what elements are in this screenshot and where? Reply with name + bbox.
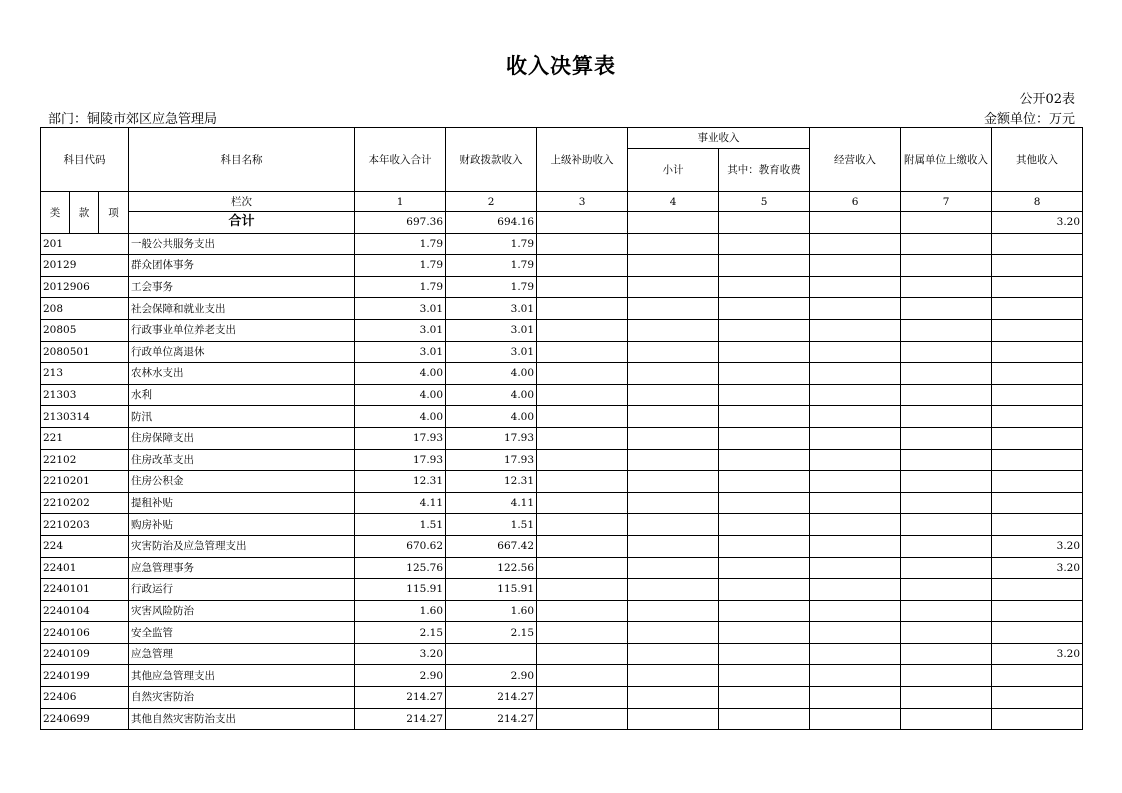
header-business: 事业收入 [628, 128, 810, 149]
row-name: 住房保障支出 [129, 427, 355, 449]
row-operating [810, 233, 901, 255]
form-number: 公开02表 [1019, 92, 1075, 107]
row-code: 20129 [41, 255, 129, 277]
row-affiliated [901, 319, 992, 341]
row-name: 水利 [129, 384, 355, 406]
row-subtotal [628, 708, 719, 730]
row-superior [537, 708, 628, 730]
row-education [719, 384, 810, 406]
row-total: 4.00 [355, 406, 446, 428]
row-operating [810, 427, 901, 449]
row-education [719, 622, 810, 644]
row-education [719, 535, 810, 557]
total-c3 [537, 212, 628, 234]
col-num: 8 [992, 192, 1083, 212]
row-operating [810, 514, 901, 536]
row-code: 221 [41, 427, 129, 449]
row-total: 1.51 [355, 514, 446, 536]
row-superior [537, 579, 628, 601]
table-row [41, 406, 1083, 428]
row-code: 2080501 [41, 341, 129, 363]
col-num: 5 [719, 192, 810, 212]
row-subtotal [628, 363, 719, 385]
row-superior [537, 233, 628, 255]
row-other [992, 579, 1083, 601]
row-subtotal [628, 233, 719, 255]
row-subtotal [628, 406, 719, 428]
row-fiscal: 4.11 [446, 492, 537, 514]
total-c4 [628, 212, 719, 234]
row-education [719, 298, 810, 320]
row-operating [810, 298, 901, 320]
row-code: 21303 [41, 384, 129, 406]
row-code: 22401 [41, 557, 129, 579]
row-name: 其他应急管理支出 [129, 665, 355, 687]
row-subtotal [628, 471, 719, 493]
row-education [719, 341, 810, 363]
row-subtotal [628, 384, 719, 406]
row-education [719, 363, 810, 385]
table-row [41, 622, 1083, 644]
row-other [992, 406, 1083, 428]
row-education [719, 427, 810, 449]
table-row [41, 557, 1083, 579]
row-other: 3.20 [992, 643, 1083, 665]
row-operating [810, 276, 901, 298]
table-row [41, 471, 1083, 493]
row-subtotal [628, 643, 719, 665]
row-education [719, 514, 810, 536]
row-subtotal [628, 341, 719, 363]
row-education [719, 276, 810, 298]
table-row [41, 687, 1083, 709]
row-other [992, 708, 1083, 730]
table-row [41, 643, 1083, 665]
row-code: 2210202 [41, 492, 129, 514]
row-operating [810, 535, 901, 557]
row-fiscal: 115.91 [446, 579, 537, 601]
row-other: 3.20 [992, 557, 1083, 579]
row-code: 2240199 [41, 665, 129, 687]
row-code: 2240106 [41, 622, 129, 644]
row-affiliated [901, 449, 992, 471]
row-other [992, 622, 1083, 644]
row-other [992, 319, 1083, 341]
row-name: 行政事业单位养老支出 [129, 319, 355, 341]
row-operating [810, 643, 901, 665]
row-code: 22406 [41, 687, 129, 709]
row-subtotal [628, 535, 719, 557]
row-code: 2012906 [41, 276, 129, 298]
row-code: 22102 [41, 449, 129, 471]
row-superior [537, 298, 628, 320]
row-name: 提租补贴 [129, 492, 355, 514]
row-subtotal [628, 449, 719, 471]
row-name: 应急管理事务 [129, 557, 355, 579]
row-superior [537, 471, 628, 493]
table-row [41, 665, 1083, 687]
row-education [719, 665, 810, 687]
row-other: 3.20 [992, 535, 1083, 557]
row-affiliated [901, 363, 992, 385]
row-total: 1.79 [355, 255, 446, 277]
row-superior [537, 255, 628, 277]
row-other [992, 449, 1083, 471]
header-superior: 上级补助收入 [537, 128, 628, 192]
row-subtotal [628, 665, 719, 687]
row-code: 20805 [41, 319, 129, 341]
total-c8: 3.20 [992, 212, 1083, 234]
row-total: 4.00 [355, 363, 446, 385]
row-name: 社会保障和就业支出 [129, 298, 355, 320]
row-operating [810, 708, 901, 730]
row-fiscal: 2.15 [446, 622, 537, 644]
header-kuan: 款 [70, 192, 99, 234]
row-fiscal: 2.90 [446, 665, 537, 687]
row-operating [810, 471, 901, 493]
table-row [41, 492, 1083, 514]
table-row [41, 579, 1083, 601]
total-c6 [810, 212, 901, 234]
row-total: 214.27 [355, 687, 446, 709]
income-table [40, 127, 1083, 730]
row-operating [810, 363, 901, 385]
row-operating [810, 341, 901, 363]
row-total: 115.91 [355, 579, 446, 601]
table-row [41, 233, 1083, 255]
header-other: 其他收入 [992, 128, 1083, 192]
row-affiliated [901, 276, 992, 298]
row-affiliated [901, 406, 992, 428]
row-operating [810, 492, 901, 514]
row-total: 1.79 [355, 233, 446, 255]
row-operating [810, 665, 901, 687]
total-c7 [901, 212, 992, 234]
row-affiliated [901, 579, 992, 601]
row-education [719, 255, 810, 277]
row-total: 2.90 [355, 665, 446, 687]
total-c1: 697.36 [355, 212, 446, 234]
row-affiliated [901, 233, 992, 255]
row-name: 群众团体事务 [129, 255, 355, 277]
row-total: 2.15 [355, 622, 446, 644]
row-fiscal: 1.60 [446, 600, 537, 622]
row-superior [537, 665, 628, 687]
table-row [41, 514, 1083, 536]
total-c2: 694.16 [446, 212, 537, 234]
row-superior [537, 514, 628, 536]
row-superior [537, 535, 628, 557]
header-lanci: 栏次 [129, 192, 355, 212]
row-code: 2130314 [41, 406, 129, 428]
col-num: 4 [628, 192, 719, 212]
row-name: 一般公共服务支出 [129, 233, 355, 255]
row-subtotal [628, 600, 719, 622]
header-xiang: 项 [99, 192, 129, 234]
table-row [41, 427, 1083, 449]
row-total: 17.93 [355, 427, 446, 449]
row-code: 224 [41, 535, 129, 557]
row-operating [810, 600, 901, 622]
row-name: 住房公积金 [129, 471, 355, 493]
row-superior [537, 363, 628, 385]
row-superior [537, 427, 628, 449]
row-total: 3.20 [355, 643, 446, 665]
row-affiliated [901, 255, 992, 277]
header-fiscal: 财政拨款收入 [446, 128, 537, 192]
row-name: 应急管理 [129, 643, 355, 665]
col-num: 1 [355, 192, 446, 212]
header-name: 科目名称 [129, 128, 355, 192]
row-subtotal [628, 255, 719, 277]
table-row [41, 708, 1083, 730]
row-name: 农林水支出 [129, 363, 355, 385]
row-fiscal: 3.01 [446, 341, 537, 363]
row-other [992, 341, 1083, 363]
row-name: 灾害防治及应急管理支出 [129, 535, 355, 557]
table-row [41, 600, 1083, 622]
row-other [992, 427, 1083, 449]
header-total: 本年收入合计 [355, 128, 446, 192]
row-fiscal: 17.93 [446, 449, 537, 471]
row-affiliated [901, 427, 992, 449]
row-code: 2210203 [41, 514, 129, 536]
table-row [41, 384, 1083, 406]
row-name: 防汛 [129, 406, 355, 428]
row-superior [537, 600, 628, 622]
row-education [719, 319, 810, 341]
row-other [992, 471, 1083, 493]
row-name: 行政运行 [129, 579, 355, 601]
row-education [719, 471, 810, 493]
row-education [719, 557, 810, 579]
row-code: 2210201 [41, 471, 129, 493]
row-superior [537, 622, 628, 644]
row-subtotal [628, 579, 719, 601]
row-subtotal [628, 298, 719, 320]
row-operating [810, 406, 901, 428]
row-affiliated [901, 514, 992, 536]
row-affiliated [901, 600, 992, 622]
row-fiscal: 1.79 [446, 233, 537, 255]
header-subtotal: 小计 [628, 149, 719, 192]
row-total: 4.00 [355, 384, 446, 406]
row-name: 灾害风险防治 [129, 600, 355, 622]
row-subtotal [628, 492, 719, 514]
row-superior [537, 406, 628, 428]
header-affiliated: 附属单位上缴收入 [901, 128, 992, 192]
table-row [41, 363, 1083, 385]
row-code: 201 [41, 233, 129, 255]
total-row [41, 212, 1083, 234]
total-c5 [719, 212, 810, 234]
row-fiscal: 122.56 [446, 557, 537, 579]
table-row [41, 449, 1083, 471]
row-superior [537, 384, 628, 406]
col-num: 6 [810, 192, 901, 212]
row-superior [537, 492, 628, 514]
row-operating [810, 579, 901, 601]
row-operating [810, 384, 901, 406]
row-other [992, 384, 1083, 406]
row-subtotal [628, 557, 719, 579]
row-affiliated [901, 492, 992, 514]
row-education [719, 708, 810, 730]
row-subtotal [628, 276, 719, 298]
row-name: 工会事务 [129, 276, 355, 298]
row-affiliated [901, 535, 992, 557]
row-operating [810, 622, 901, 644]
row-fiscal: 4.00 [446, 384, 537, 406]
table-row [41, 276, 1083, 298]
page-title: 收入决算表 [506, 53, 616, 78]
row-total: 1.79 [355, 276, 446, 298]
row-education [719, 233, 810, 255]
total-label: 合计 [129, 212, 355, 234]
row-affiliated [901, 665, 992, 687]
row-affiliated [901, 341, 992, 363]
header-lei: 类 [41, 192, 70, 234]
row-total: 214.27 [355, 708, 446, 730]
col-num: 7 [901, 192, 992, 212]
header-operating: 经营收入 [810, 128, 901, 192]
row-total: 670.62 [355, 535, 446, 557]
row-total: 125.76 [355, 557, 446, 579]
col-num: 2 [446, 192, 537, 212]
row-total: 4.11 [355, 492, 446, 514]
row-superior [537, 643, 628, 665]
row-other [992, 276, 1083, 298]
row-other [992, 665, 1083, 687]
row-superior [537, 319, 628, 341]
row-operating [810, 255, 901, 277]
row-affiliated [901, 687, 992, 709]
row-fiscal [446, 643, 537, 665]
row-other [992, 298, 1083, 320]
row-fiscal: 214.27 [446, 708, 537, 730]
row-code: 2240104 [41, 600, 129, 622]
row-name: 其他自然灾害防治支出 [129, 708, 355, 730]
row-total: 3.01 [355, 319, 446, 341]
col-num: 3 [537, 192, 628, 212]
row-fiscal: 3.01 [446, 298, 537, 320]
row-name: 住房改革支出 [129, 449, 355, 471]
row-education [719, 643, 810, 665]
row-total: 12.31 [355, 471, 446, 493]
table-row [41, 535, 1083, 557]
row-other [992, 514, 1083, 536]
row-education [719, 406, 810, 428]
row-affiliated [901, 557, 992, 579]
row-subtotal [628, 427, 719, 449]
row-subtotal [628, 514, 719, 536]
row-other [992, 492, 1083, 514]
row-name: 自然灾害防治 [129, 687, 355, 709]
row-other [992, 363, 1083, 385]
row-name: 行政单位离退休 [129, 341, 355, 363]
amount-unit-label: 金额单位：万元 [983, 112, 1075, 127]
row-fiscal: 4.00 [446, 363, 537, 385]
row-affiliated [901, 384, 992, 406]
row-total: 1.60 [355, 600, 446, 622]
row-superior [537, 276, 628, 298]
row-name: 安全监管 [129, 622, 355, 644]
header-code: 科目代码 [41, 128, 129, 192]
row-education [719, 449, 810, 471]
row-subtotal [628, 687, 719, 709]
row-affiliated [901, 622, 992, 644]
row-operating [810, 319, 901, 341]
row-operating [810, 687, 901, 709]
row-fiscal: 4.00 [446, 406, 537, 428]
row-code: 208 [41, 298, 129, 320]
row-total: 3.01 [355, 298, 446, 320]
row-other [992, 600, 1083, 622]
row-affiliated [901, 471, 992, 493]
row-affiliated [901, 298, 992, 320]
row-education [719, 492, 810, 514]
table-row [41, 319, 1083, 341]
department-label: 部门：铜陵市郊区应急管理局 [48, 112, 218, 127]
row-fiscal: 17.93 [446, 427, 537, 449]
row-education [719, 687, 810, 709]
row-education [719, 579, 810, 601]
header-education: 其中：教育收费 [719, 149, 810, 192]
row-superior [537, 687, 628, 709]
row-fiscal: 214.27 [446, 687, 537, 709]
row-code: 213 [41, 363, 129, 385]
row-code: 2240101 [41, 579, 129, 601]
row-operating [810, 449, 901, 471]
row-superior [537, 557, 628, 579]
row-fiscal: 1.51 [446, 514, 537, 536]
row-total: 3.01 [355, 341, 446, 363]
row-fiscal: 1.79 [446, 276, 537, 298]
row-subtotal [628, 319, 719, 341]
row-code: 2240109 [41, 643, 129, 665]
row-code: 2240699 [41, 708, 129, 730]
row-fiscal: 1.79 [446, 255, 537, 277]
row-other [992, 687, 1083, 709]
row-subtotal [628, 622, 719, 644]
row-superior [537, 449, 628, 471]
row-fiscal: 3.01 [446, 319, 537, 341]
table-row [41, 298, 1083, 320]
row-other [992, 255, 1083, 277]
row-fiscal: 667.42 [446, 535, 537, 557]
row-fiscal: 12.31 [446, 471, 537, 493]
row-affiliated [901, 643, 992, 665]
row-name: 购房补贴 [129, 514, 355, 536]
row-total: 17.93 [355, 449, 446, 471]
row-superior [537, 341, 628, 363]
table-row [41, 255, 1083, 277]
row-operating [810, 557, 901, 579]
row-affiliated [901, 708, 992, 730]
table-row [41, 341, 1083, 363]
row-other [992, 233, 1083, 255]
row-education [719, 600, 810, 622]
